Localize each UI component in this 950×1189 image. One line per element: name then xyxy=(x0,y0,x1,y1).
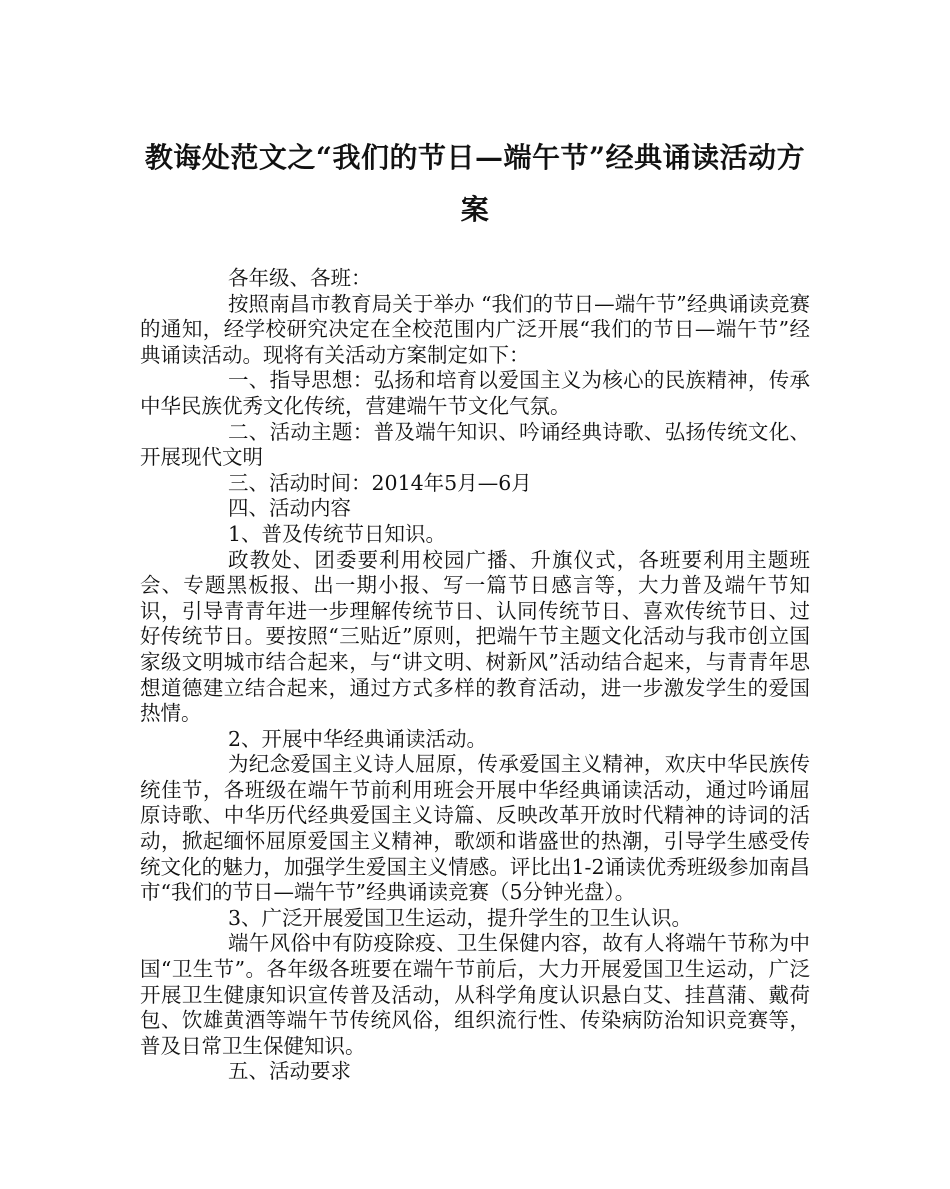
item-1-body: 政教处、团委要利用校园广播、升旗仪式，各班要利用主题班会、专题黑板报、出一期小报、写一篇节日感言等，大力普及端午节知识，引导青青年进一步理解传统节日、认同传统节日、喜欢传统节日、过好传统节日。要按照“三贴近”原则，把端午节主题文化活动与我市创立国家级文明城市结合起来，与“讲文明、树新风”活动结合起来，与青青年思想道德建立结合起来，通过方式多样的教育活动，进一步激发学生的爱国热情。 xyxy=(140,547,810,726)
section-guiding-thought: 一、指导思想：弘扬和培育以爱国主义为核心的民族精神，传承中华民族优秀文化传统，营建端午节文化气氛。 xyxy=(140,368,810,418)
item-2-body: 为纪念爱国主义诗人屈原，传承爱国主义精神，欢庆中华民族传统佳节，各班级在端午节前利用班会开展中华经典诵读活动，通过吟诵屈原诗歌、中华历代经典爱国主义诗篇、反映改革开放时代精神的诗词的活动，掀起缅怀屈原爱国主义精神，歌颂和谐盛世的热潮，引导学生感受传统文化的魅力，加强学生爱国主义情感。评比出1-2诵读优秀班级参加南昌市“我们的节日—端午节”经典诵读竞赛（5分钟光盘）。 xyxy=(140,752,810,905)
section-requirements-heading: 五、活动要求 xyxy=(228,1059,351,1084)
item-3-heading: 3、广泛开展爱国卫生运动，提升学生的卫生认识。 xyxy=(228,905,693,930)
document-body xyxy=(140,266,810,1085)
document-title: 教诲处范文之“我们的节日—端午节”经典诵读活动方案 xyxy=(144,141,806,226)
item-2-heading: 2、开展中华经典诵读活动。 xyxy=(228,726,488,751)
section-theme: 二、活动主题：普及端午知识、吟诵经典诗歌、弘扬传统文化、开展现代文明 xyxy=(140,419,810,470)
item-3-body: 端午风俗中有防疫除疫、卫生保健内容，故有人将端午节称为中国“卫生节”。各年级各班要在端午节前后，大力开展爱国卫生运动，广泛开展卫生健康知识宣传普及活动，从科学角度认识悬白艾、挂菖蒲、戴荷包、饮雄黄酒等端午节传统风俗，组织流行性、传染病防治知识竞赛等，普及日常卫生保健知识。 xyxy=(140,931,810,1058)
section-content-heading: 四、活动内容 xyxy=(228,496,351,521)
item-1-heading: 1、普及传统节日知识。 xyxy=(228,521,447,546)
salutation: 各年级、各班： xyxy=(228,266,372,290)
section-time: 三、活动时间：2014年5月—6月 xyxy=(228,470,532,495)
intro-paragraph: 按照南昌市教育局关于举办 “我们的节日—端午节”经典诵读竞赛的通知，经学校研究决定在全校范围内广泛开展“我们的节日—端午节”经典诵读活动。现将有关活动方案制定如下： xyxy=(140,291,810,367)
